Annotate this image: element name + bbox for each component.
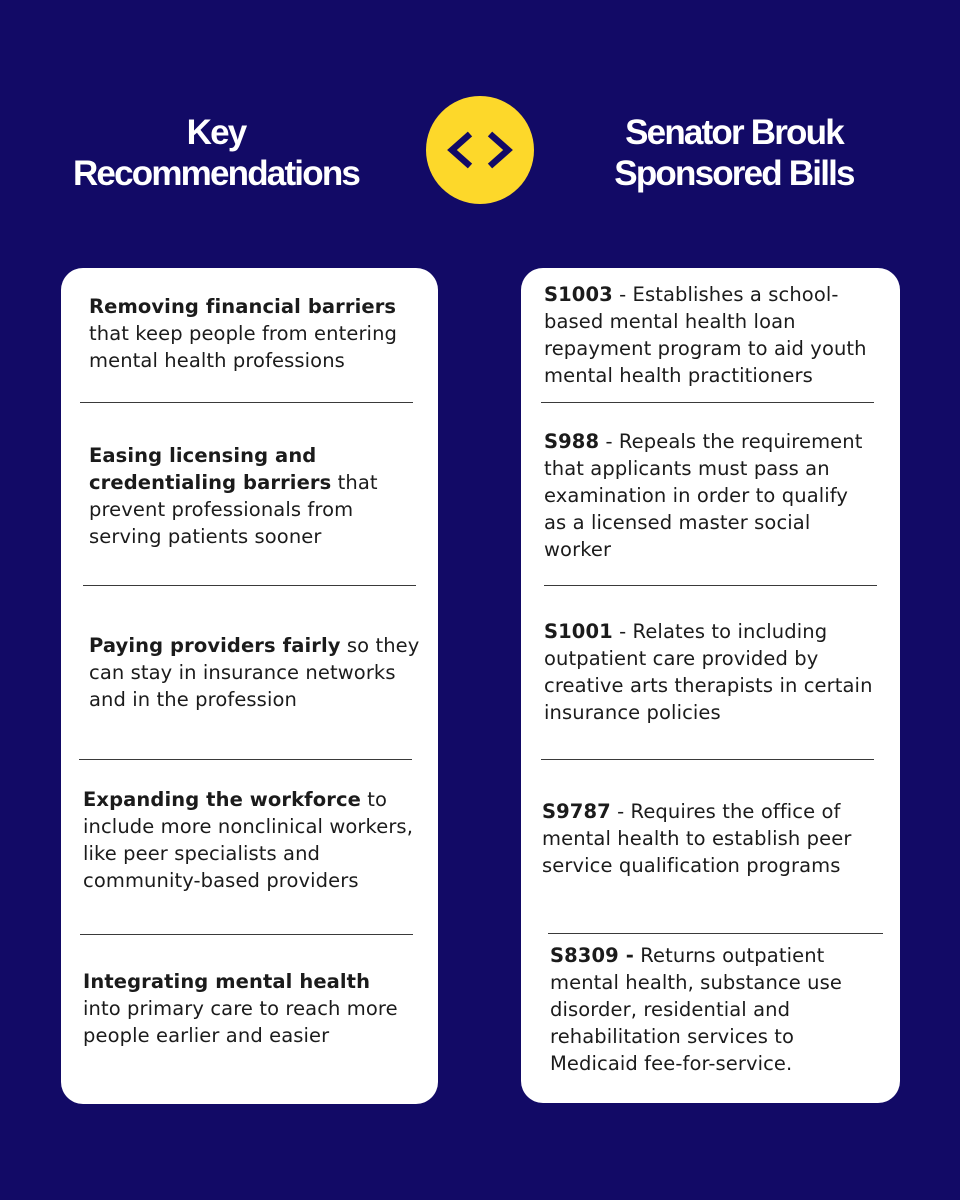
- bill-number: S9787: [542, 800, 611, 823]
- bill-description: - Repeals the requirement that applicants must pass an examination in order to qualify as a licensed master social worker: [544, 430, 863, 561]
- bill-description: - Establishes a school-based mental health loan repayment program to aid youth mental health practitioners: [544, 283, 867, 387]
- bill-number: S8309 -: [550, 944, 634, 967]
- recommendation-title: Removing financial barriers: [89, 295, 397, 318]
- divider: [541, 402, 874, 403]
- bill-item: [544, 281, 880, 389]
- recommendation-item: [83, 786, 418, 894]
- bill-number: S988: [544, 430, 600, 453]
- sponsored-bills-heading-line2: Sponsored Bills: [614, 154, 854, 193]
- bill-description: - Requires the office of mental health to establish peer service qualification programs: [542, 800, 852, 877]
- divider: [79, 759, 412, 760]
- bill-item: [542, 798, 872, 879]
- recommendation-title: Expanding the workforce: [83, 788, 361, 811]
- bill-number: S1001: [544, 620, 613, 643]
- divider: [83, 585, 416, 586]
- divider: [548, 933, 883, 934]
- left-right-arrows-icon: [426, 96, 534, 204]
- recommendations-heading: [26, 112, 406, 194]
- bill-item: [544, 618, 874, 726]
- bill-item: [550, 942, 870, 1077]
- recommendation-item: [83, 968, 408, 1049]
- sponsored-bills-heading-line1: Senator Brouk: [625, 113, 843, 152]
- bill-number: S1003: [544, 283, 613, 306]
- recommendation-text: to include more nonclinical workers, like peer specialists and community-based providers: [83, 788, 413, 892]
- bill-description: Returns outpatient mental health, substance use disorder, residential and rehabilitation services to Medicaid fee-for-service.: [550, 944, 842, 1075]
- recommendations-heading-line2: Recommendations: [72, 154, 360, 193]
- swap-badge: [426, 96, 534, 204]
- divider: [80, 934, 413, 935]
- recommendation-text: so they can stay in insurance networks and in the profession: [89, 634, 420, 711]
- recommendation-title: Paying providers fairly: [89, 634, 341, 657]
- recommendations-heading-line1: Key: [186, 113, 246, 152]
- divider: [80, 402, 413, 403]
- divider: [541, 759, 874, 760]
- recommendation-item: [89, 632, 424, 713]
- bill-description: - Relates to including outpatient care provided by creative arts therapists in certain insurance policies: [544, 620, 873, 724]
- recommendation-text: into primary care to reach more people earlier and easier: [83, 997, 398, 1047]
- recommendation-text: that prevent professionals from serving patients sooner: [89, 471, 378, 548]
- recommendation-item: [89, 442, 389, 550]
- recommendation-title: Easing licensing and credentialing barriers: [89, 444, 332, 494]
- bill-item: [544, 428, 874, 563]
- recommendation-text: that keep people from entering mental health professions: [89, 322, 398, 372]
- recommendation-item: [89, 293, 419, 374]
- recommendation-title: Integrating mental health: [83, 970, 371, 993]
- divider: [544, 585, 877, 586]
- sponsored-bills-heading: [544, 112, 924, 194]
